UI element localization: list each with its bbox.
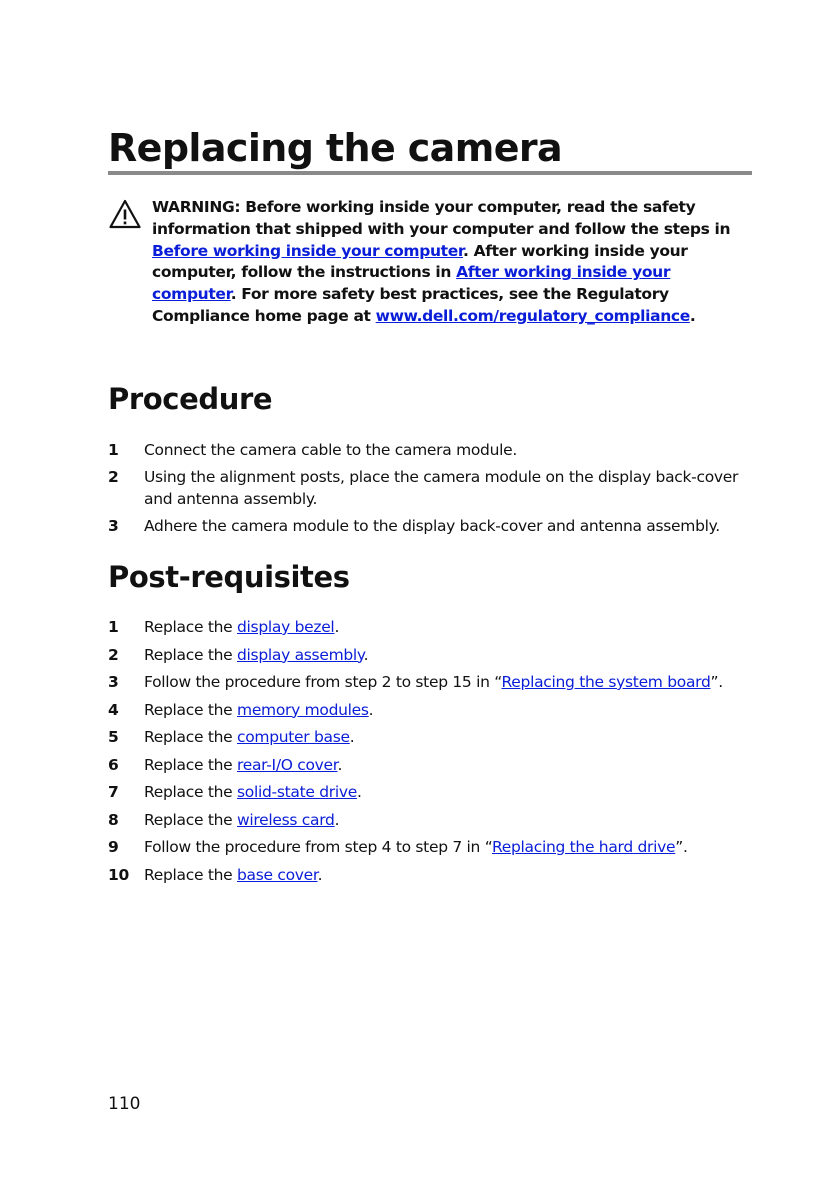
post-requisite-step bbox=[108, 779, 758, 807]
step-text: . bbox=[356, 783, 362, 801]
solid-state-drive-link[interactable]: solid-state drive bbox=[237, 783, 357, 801]
rear-io-cover-link[interactable]: rear-I/O cover bbox=[237, 755, 338, 774]
post-requisite-step bbox=[108, 669, 758, 697]
warning-text: . For more safety best practices, see the Regulatory Compliance home page at bbox=[152, 285, 669, 325]
step-text: Replace the bbox=[144, 645, 238, 664]
step-number: 3 bbox=[108, 673, 119, 691]
step-text: Replace the bbox=[144, 810, 238, 829]
warning-notice bbox=[152, 197, 757, 328]
post-requisite-step bbox=[108, 834, 758, 862]
procedure-step bbox=[108, 515, 758, 538]
display-bezel-link[interactable]: display bezel bbox=[237, 618, 335, 636]
computer-base-link[interactable]: computer base bbox=[237, 728, 350, 746]
step-text: Connect the camera cable to the camera module. bbox=[144, 441, 517, 459]
step-text: ”. bbox=[710, 673, 723, 691]
memory-modules-link[interactable]: memory modules bbox=[237, 700, 369, 719]
post-requisite-step bbox=[108, 697, 758, 725]
step-text: . bbox=[317, 865, 323, 884]
procedure-step bbox=[108, 439, 758, 462]
post-requisites-list bbox=[108, 614, 758, 889]
step-number: 7 bbox=[108, 783, 119, 801]
display-assembly-link[interactable]: display assembly bbox=[237, 645, 364, 664]
post-requisite-step bbox=[108, 614, 758, 642]
step-number: 1 bbox=[108, 618, 119, 636]
step-number: 9 bbox=[108, 838, 119, 856]
step-text: Using the alignment posts, place the camera module on the display back-cover and antenna assembly. bbox=[144, 467, 739, 508]
page-number: 110 bbox=[108, 1094, 141, 1114]
post-requisite-step bbox=[108, 807, 758, 835]
regulatory-compliance-link[interactable]: www.dell.com/regulatory_compliance bbox=[375, 306, 690, 325]
step-number: 10 bbox=[108, 865, 129, 884]
step-number: 8 bbox=[108, 810, 119, 829]
warning-text: . After working inside your computer, follow the instructions in bbox=[152, 241, 688, 282]
wireless-card-link[interactable]: wireless card bbox=[237, 810, 335, 829]
step-text: Follow the procedure from step 4 to step 7 in “ bbox=[144, 838, 492, 856]
before-working-link[interactable]: Before working inside your computer bbox=[152, 241, 463, 260]
post-requisites-heading: Post-requisites bbox=[108, 560, 350, 594]
step-text: . bbox=[363, 645, 369, 664]
warning-label: WARNING: bbox=[152, 198, 241, 216]
page-title: Replacing the camera bbox=[108, 126, 563, 170]
step-text: . bbox=[337, 755, 343, 774]
step-text: . bbox=[334, 618, 340, 636]
step-text: Follow the procedure from step 2 to step 15 in “ bbox=[144, 673, 502, 691]
step-number: 5 bbox=[108, 728, 119, 746]
step-text: Adhere the camera module to the display back-cover and antenna assembly. bbox=[144, 516, 720, 535]
step-text: Replace the bbox=[144, 700, 238, 719]
procedure-list bbox=[108, 439, 758, 541]
system-board-link[interactable]: Replacing the system board bbox=[501, 673, 711, 691]
title-rule bbox=[108, 171, 752, 175]
step-number: 2 bbox=[108, 645, 119, 664]
step-text: Replace the bbox=[144, 865, 238, 884]
step-text: ”. bbox=[675, 838, 688, 856]
step-text: . bbox=[368, 700, 374, 719]
step-number: 4 bbox=[108, 700, 119, 719]
step-number: 1 bbox=[108, 441, 119, 459]
post-requisite-step bbox=[108, 752, 758, 780]
step-text: . bbox=[349, 728, 355, 746]
post-requisite-step bbox=[108, 724, 758, 752]
step-text: Replace the bbox=[144, 618, 238, 636]
step-number: 2 bbox=[108, 467, 119, 486]
warning-text: Before working inside your computer, read the safety information that shipped with your computer and follow the steps in bbox=[152, 198, 731, 238]
post-requisite-step bbox=[108, 862, 758, 890]
step-text: Replace the bbox=[144, 755, 238, 774]
step-text: Replace the bbox=[144, 728, 238, 746]
hard-drive-link[interactable]: Replacing the hard drive bbox=[491, 838, 676, 856]
base-cover-link[interactable]: base cover bbox=[237, 865, 318, 884]
step-text: Replace the bbox=[144, 783, 238, 801]
procedure-heading: Procedure bbox=[108, 382, 273, 416]
post-requisite-step bbox=[108, 642, 758, 670]
warning-icon bbox=[108, 198, 142, 230]
warning-text: . bbox=[689, 306, 696, 325]
procedure-step bbox=[108, 466, 758, 511]
step-number: 3 bbox=[108, 516, 119, 535]
step-text: . bbox=[334, 810, 340, 829]
step-number: 6 bbox=[108, 755, 119, 774]
after-working-link[interactable]: After working inside your computer bbox=[152, 263, 671, 304]
